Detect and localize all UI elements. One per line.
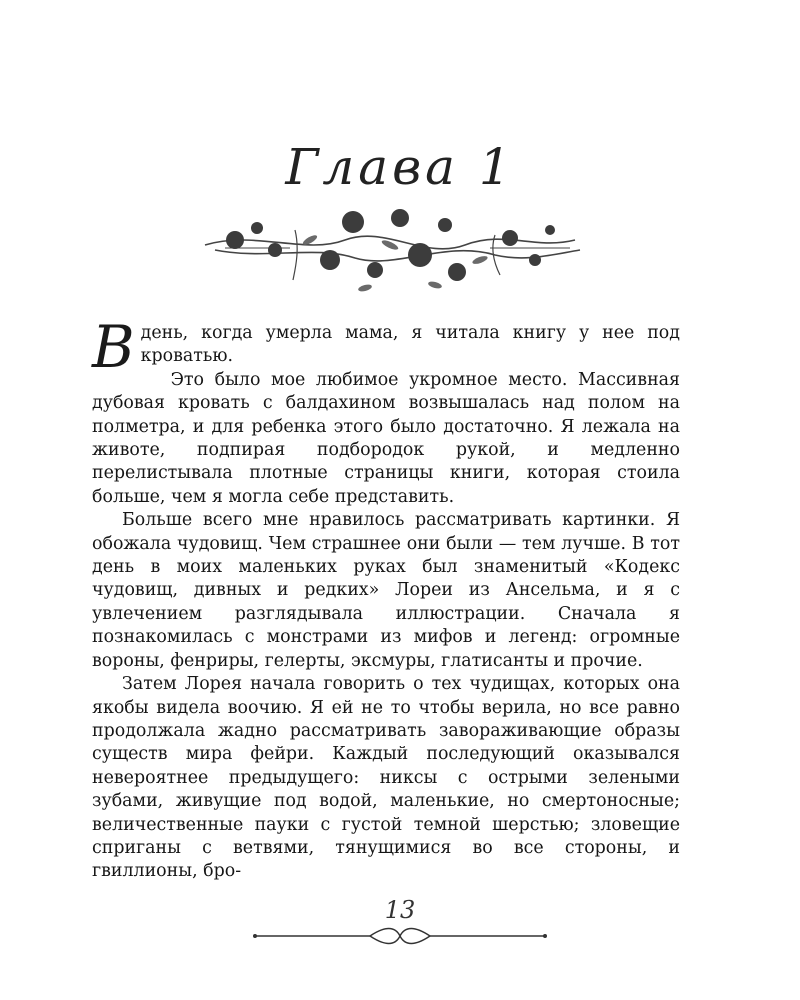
paragraph: Больше всего мне нравилось рассматривать картинки. Я обожала чудовищ. Чем страшнее они были — тем лучше. В тот день в моих маленьких руках был знаменитый «Кодекс чудовищ, дивных и редких» Лореи из Ансельма, и я с увлечением разглядывала иллюстрации. Сначала я познакомилась с монстрами из мифов и легенд: огромные вороны, фенриры, гелерты, эксмуры, глатисанты и прочие. bbox=[92, 510, 680, 671]
page-number: 13 bbox=[384, 896, 416, 924]
footer-ornament-rule bbox=[250, 924, 550, 948]
chapter-text bbox=[92, 313, 680, 884]
paragraph bbox=[92, 313, 680, 381]
paragraph: Затем Лорея начала говорить о тех чудищах, которых она якобы видела воочию. Я ей не то чтобы верила, но все равно продолжала жадно рассматривать завораживающие образы существ мира фейри. Каждый последующий оказывался невероятнее предыдущего: никсы с острыми зелеными зубами, живущие под водой, маленькие, но смертоносные; величественные пауки с густой темной шерстью; зловещие сприганы с ветвями, тянущимися во все стороны, и гвиллионы, бро- bbox=[92, 674, 680, 882]
chapter-title: Глава 1 bbox=[285, 137, 515, 196]
drop-cap: В bbox=[92, 313, 135, 381]
floral-ornament bbox=[195, 200, 585, 300]
paragraph: Это было мое любимое укромное место. Массивная дубовая кровать с балдахином возвышалась над полом на полметра, и для ребенка этого было достаточно. Я лежала на животе, подпирая подбородок рукой, и медленно перелистывала плотные страницы книги, которая стоила больше, чем я могла себе представить. bbox=[92, 369, 680, 507]
paragraph-text: день, когда умерла мама, я читала книгу у нее под кроватью. bbox=[140, 323, 680, 367]
